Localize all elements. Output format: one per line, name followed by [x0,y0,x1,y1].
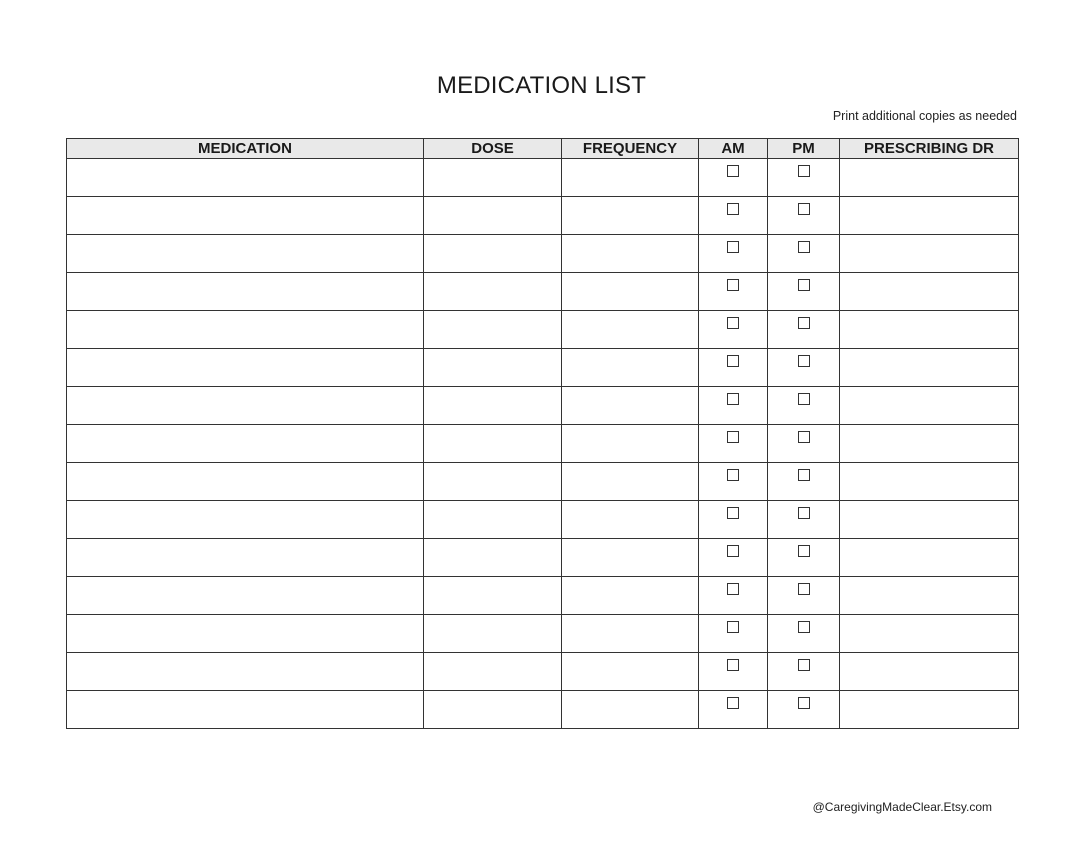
pm-cell [768,501,840,539]
am-cell [699,235,768,273]
frequency-cell[interactable] [562,463,699,501]
prescribing-dr-cell[interactable] [840,387,1019,425]
frequency-cell[interactable] [562,691,699,729]
column-header-frequency: FREQUENCY [562,139,699,159]
footer-credit: @CaregivingMadeClear.Etsy.com [812,800,992,814]
medication-cell[interactable] [67,691,424,729]
pm-cell [768,349,840,387]
table-row [67,615,1019,653]
medication-cell[interactable] [67,577,424,615]
medication-cell[interactable] [67,349,424,387]
medication-cell[interactable] [67,539,424,577]
column-header-am: AM [699,139,768,159]
pm-checkbox[interactable] [798,165,810,177]
prescribing-dr-cell[interactable] [840,311,1019,349]
dose-cell[interactable] [424,311,562,349]
print-note: Print additional copies as needed [832,109,1017,123]
prescribing-dr-cell[interactable] [840,235,1019,273]
am-checkbox[interactable] [727,431,739,443]
pm-cell [768,577,840,615]
header-row [67,139,1019,159]
table-row [67,463,1019,501]
am-checkbox[interactable] [727,241,739,253]
prescribing-dr-cell[interactable] [840,653,1019,691]
am-checkbox[interactable] [727,279,739,291]
am-cell [699,691,768,729]
pm-cell [768,235,840,273]
am-cell [699,425,768,463]
am-checkbox[interactable] [727,507,739,519]
pm-checkbox[interactable] [798,697,810,709]
column-header-medication: MEDICATION [67,139,424,159]
dose-cell[interactable] [424,159,562,197]
medication-cell[interactable] [67,501,424,539]
frequency-cell[interactable] [562,615,699,653]
frequency-cell[interactable] [562,235,699,273]
frequency-cell[interactable] [562,577,699,615]
medication-cell[interactable] [67,197,424,235]
prescribing-dr-cell[interactable] [840,425,1019,463]
table-row [67,311,1019,349]
frequency-cell[interactable] [562,387,699,425]
dose-cell[interactable] [424,463,562,501]
dose-cell[interactable] [424,235,562,273]
pm-cell [768,159,840,197]
am-cell [699,197,768,235]
pm-cell [768,539,840,577]
medication-cell[interactable] [67,425,424,463]
prescribing-dr-cell[interactable] [840,159,1019,197]
frequency-cell[interactable] [562,311,699,349]
pm-checkbox[interactable] [798,545,810,557]
pm-checkbox[interactable] [798,279,810,291]
pm-checkbox[interactable] [798,507,810,519]
medication-cell[interactable] [67,615,424,653]
table-row [67,159,1019,197]
prescribing-dr-cell[interactable] [840,273,1019,311]
am-cell [699,463,768,501]
page-title: MEDICATION LIST [436,72,647,99]
frequency-cell[interactable] [562,349,699,387]
am-checkbox[interactable] [727,697,739,709]
frequency-cell[interactable] [562,159,699,197]
frequency-cell[interactable] [562,653,699,691]
dose-cell[interactable] [424,501,562,539]
am-checkbox[interactable] [727,545,739,557]
table-body [67,159,1019,729]
pm-checkbox[interactable] [798,431,810,443]
prescribing-dr-cell[interactable] [840,463,1019,501]
dose-cell[interactable] [424,691,562,729]
table-row [67,273,1019,311]
table-row [67,539,1019,577]
pm-checkbox[interactable] [798,241,810,253]
dose-cell[interactable] [424,577,562,615]
medication-cell[interactable] [67,653,424,691]
pm-cell [768,387,840,425]
pm-cell [768,653,840,691]
dose-cell[interactable] [424,349,562,387]
pm-cell [768,691,840,729]
table-row [67,577,1019,615]
dose-cell[interactable] [424,425,562,463]
am-checkbox[interactable] [727,583,739,595]
dose-cell[interactable] [424,387,562,425]
dose-cell[interactable] [424,539,562,577]
medication-cell[interactable] [67,235,424,273]
frequency-cell[interactable] [562,501,699,539]
am-cell [699,311,768,349]
prescribing-dr-cell[interactable] [840,197,1019,235]
frequency-cell[interactable] [562,273,699,311]
table-row [67,387,1019,425]
pm-checkbox[interactable] [798,469,810,481]
medication-table [66,138,1019,729]
column-header-pm: PM [768,139,840,159]
am-checkbox[interactable] [727,355,739,367]
am-cell [699,159,768,197]
am-checkbox[interactable] [727,621,739,633]
am-cell [699,577,768,615]
pm-cell [768,311,840,349]
table-row [67,653,1019,691]
pm-checkbox[interactable] [798,355,810,367]
medication-cell[interactable] [67,159,424,197]
column-header-prescribing-dr: PRESCRIBING DR [840,139,1019,159]
prescribing-dr-cell[interactable] [840,349,1019,387]
pm-checkbox[interactable] [798,393,810,405]
am-cell [699,349,768,387]
pm-checkbox[interactable] [798,203,810,215]
pm-cell [768,197,840,235]
frequency-cell[interactable] [562,197,699,235]
pm-cell [768,615,840,653]
prescribing-dr-cell[interactable] [840,501,1019,539]
am-checkbox[interactable] [727,317,739,329]
prescribing-dr-cell[interactable] [840,577,1019,615]
prescribing-dr-cell[interactable] [840,539,1019,577]
am-cell [699,539,768,577]
table-row [67,691,1019,729]
column-header-dose: DOSE [424,139,562,159]
table-row [67,425,1019,463]
frequency-cell[interactable] [562,425,699,463]
prescribing-dr-cell[interactable] [840,691,1019,729]
pm-checkbox[interactable] [798,583,810,595]
am-cell [699,387,768,425]
am-cell [699,615,768,653]
dose-cell[interactable] [424,653,562,691]
table-row [67,235,1019,273]
medication-cell[interactable] [67,387,424,425]
medication-cell[interactable] [67,273,424,311]
am-checkbox[interactable] [727,469,739,481]
am-checkbox[interactable] [727,203,739,215]
dose-cell[interactable] [424,197,562,235]
pm-checkbox[interactable] [798,317,810,329]
am-checkbox[interactable] [727,659,739,671]
am-cell [699,501,768,539]
frequency-cell[interactable] [562,539,699,577]
pm-checkbox[interactable] [798,659,810,671]
pm-cell [768,463,840,501]
table-row [67,197,1019,235]
medication-cell[interactable] [67,311,424,349]
dose-cell[interactable] [424,615,562,653]
am-cell [699,653,768,691]
medication-cell[interactable] [67,463,424,501]
am-checkbox[interactable] [727,393,739,405]
table-row [67,349,1019,387]
pm-cell [768,425,840,463]
dose-cell[interactable] [424,273,562,311]
pm-cell [768,273,840,311]
am-checkbox[interactable] [727,165,739,177]
pm-checkbox[interactable] [798,621,810,633]
prescribing-dr-cell[interactable] [840,615,1019,653]
table-row [67,501,1019,539]
am-cell [699,273,768,311]
